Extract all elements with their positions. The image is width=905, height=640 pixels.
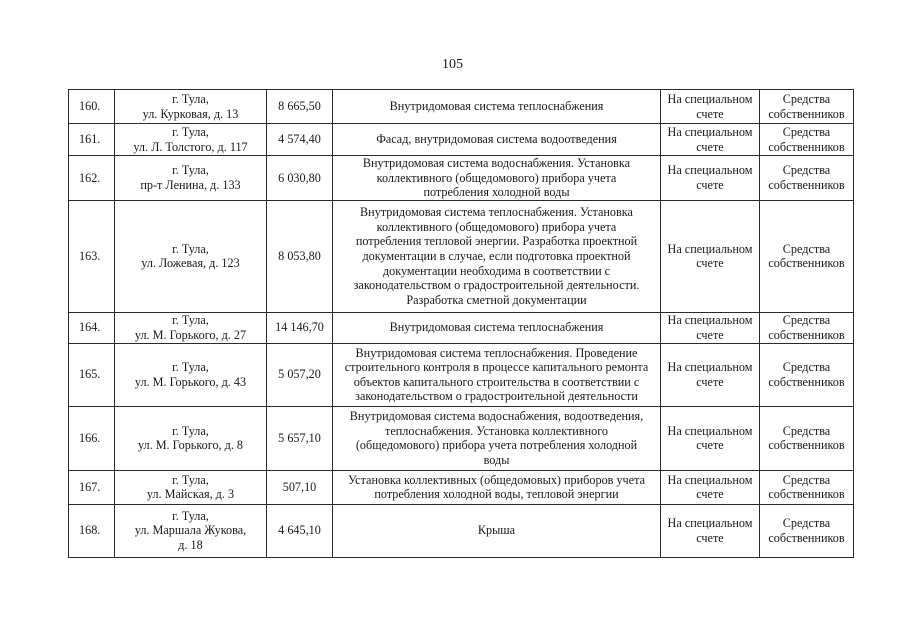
- row-number-cell: 160.: [69, 90, 115, 124]
- account-cell-line: На специальном: [667, 91, 753, 106]
- funding-source-cell-line: Средства: [782, 423, 831, 438]
- address-cell-line: г. Тула,: [172, 423, 209, 438]
- account-cell-line: На специальном: [667, 472, 753, 487]
- area-cell: 8 053,80: [267, 200, 333, 312]
- account-cell-line: счете: [696, 530, 724, 545]
- works-cell-line: объектов капитального строительства в соответствии с: [353, 374, 640, 389]
- funding-source-cell: [760, 156, 854, 201]
- works-cell: [333, 312, 661, 343]
- table-row: [69, 200, 854, 312]
- funding-source-cell: [760, 312, 854, 343]
- area-cell: 14 146,70: [267, 312, 333, 343]
- address-cell: [115, 200, 267, 312]
- address-cell: [115, 90, 267, 124]
- funding-source-cell-line: собственников: [768, 256, 845, 271]
- area-cell: 5 057,20: [267, 343, 333, 406]
- account-cell-line: На специальном: [667, 423, 753, 438]
- works-cell: [333, 504, 661, 557]
- row-number-cell: 165.: [69, 343, 115, 406]
- funding-source-cell-line: Средства: [782, 124, 831, 139]
- funding-source-cell: [760, 470, 854, 504]
- table-row: [69, 470, 854, 504]
- funding-source-cell: [760, 124, 854, 156]
- works-cell-line: документации в случае, если подготовка проектной: [362, 248, 631, 263]
- area-cell: 4 574,40: [267, 124, 333, 156]
- account-cell: [661, 312, 760, 343]
- table-row: [69, 504, 854, 557]
- funding-source-cell-line: собственников: [768, 327, 845, 342]
- account-cell-line: На специальном: [667, 360, 753, 375]
- row-number-cell: 166.: [69, 406, 115, 470]
- address-cell-line: ул. М. Горького, д. 43: [134, 374, 247, 389]
- funding-source-cell-line: Средства: [782, 163, 831, 178]
- address-cell: [115, 406, 267, 470]
- address-cell-line: ул. М. Горького, д. 27: [134, 327, 247, 342]
- funding-source-cell-line: Средства: [782, 313, 831, 328]
- account-cell: [661, 156, 760, 201]
- account-cell: [661, 504, 760, 557]
- works-cell-line: воды: [483, 452, 510, 467]
- works-cell-line: законодательством о градостроительной деятельности.: [353, 278, 640, 293]
- address-cell-line: г. Тула,: [172, 360, 209, 375]
- address-cell-line: г. Тула,: [172, 91, 209, 106]
- works-cell-line: потребления холодной воды: [423, 185, 570, 200]
- account-cell-line: На специальном: [667, 241, 753, 256]
- address-cell: [115, 470, 267, 504]
- works-cell-line: потребления холодной воды, тепловой энергии: [374, 487, 619, 502]
- funding-source-cell: [760, 90, 854, 124]
- works-cell-line: Внутридомовая система теплоснабжения. Проведение: [355, 345, 638, 360]
- area-cell: 4 645,10: [267, 504, 333, 557]
- funding-source-cell-line: Средства: [782, 360, 831, 375]
- works-cell: [333, 470, 661, 504]
- address-cell-line: г. Тула,: [172, 472, 209, 487]
- account-cell-line: счете: [696, 327, 724, 342]
- row-number-cell: 167.: [69, 470, 115, 504]
- account-cell-line: счете: [696, 487, 724, 502]
- works-cell-line: коллективного (общедомового) прибора учета: [376, 219, 617, 234]
- works-cell-line: Внутридомовая система водоснабжения. Установка: [362, 156, 631, 170]
- address-cell-line: г. Тула,: [172, 124, 209, 139]
- account-cell-line: счете: [696, 256, 724, 271]
- address-cell-line: г. Тула,: [172, 508, 209, 523]
- row-number-cell: 168.: [69, 504, 115, 557]
- address-cell-line: ул. Маршала Жукова,: [134, 523, 247, 538]
- table-row: [69, 343, 854, 406]
- address-cell: [115, 312, 267, 343]
- funding-source-cell: [760, 200, 854, 312]
- funding-source-cell-line: собственников: [768, 374, 845, 389]
- area-cell: 5 657,10: [267, 406, 333, 470]
- address-cell-line: г. Тула,: [172, 163, 209, 178]
- funding-source-cell-line: Средства: [782, 91, 831, 106]
- works-cell-line: Разработка сметной документации: [406, 292, 587, 307]
- works-cell-line: Внутридомовая система водоснабжения, водоотведения,: [349, 409, 644, 424]
- works-cell-line: законодательством о градостроительной деятельности: [355, 389, 638, 404]
- account-cell-line: счете: [696, 374, 724, 389]
- account-cell: [661, 200, 760, 312]
- funding-source-cell-line: собственников: [768, 106, 845, 121]
- funding-source-cell-line: собственников: [768, 530, 845, 545]
- funding-source-cell-line: собственников: [768, 139, 845, 154]
- account-cell-line: На специальном: [667, 516, 753, 531]
- account-cell: [661, 343, 760, 406]
- works-cell-line: потребления тепловой энергии. Разработка проектной: [355, 234, 638, 249]
- account-cell-line: счете: [696, 106, 724, 121]
- address-cell-line: ул. Ложевая, д. 123: [141, 256, 240, 271]
- account-cell: [661, 90, 760, 124]
- address-cell-line: ул. Майская, д. 3: [146, 487, 235, 502]
- works-cell: [333, 90, 661, 124]
- works-cell-line: Установка коллективных (общедомовых) приборов учета: [348, 472, 645, 487]
- works-cell: [333, 406, 661, 470]
- row-number-cell: 161.: [69, 124, 115, 156]
- address-cell-line: пр-т Ленина, д. 133: [140, 177, 241, 192]
- works-cell-line: (общедомового) прибора учета потребления холодной: [355, 438, 638, 453]
- table-row: [69, 406, 854, 470]
- account-cell-line: счете: [696, 177, 724, 192]
- account-cell: [661, 406, 760, 470]
- table-row: [69, 90, 854, 124]
- works-cell-line: строительного контроля в процессе капитального ремонта: [344, 360, 649, 375]
- address-cell: [115, 343, 267, 406]
- table-row: [69, 124, 854, 156]
- account-cell-line: На специальном: [667, 163, 753, 178]
- address-cell: [115, 504, 267, 557]
- address-cell-line: г. Тула,: [172, 313, 209, 328]
- address-cell: [115, 124, 267, 156]
- page-number: 105: [442, 57, 463, 72]
- works-cell-line: Внутридомовая система теплоснабжения. Установка: [360, 205, 633, 220]
- account-cell-line: На специальном: [667, 124, 753, 139]
- row-number-cell: 163.: [69, 200, 115, 312]
- funding-source-cell: [760, 406, 854, 470]
- account-cell: [661, 470, 760, 504]
- works-cell: [333, 343, 661, 406]
- works-cell-line: Фасад, внутридомовая система водоотведения: [376, 132, 617, 147]
- works-cell: [333, 200, 661, 312]
- works-cell: [333, 124, 661, 156]
- works-cell-line: Внутридомовая система теплоснабжения: [389, 320, 604, 335]
- funding-source-cell-line: Средства: [782, 472, 831, 487]
- account-cell-line: счете: [696, 139, 724, 154]
- funding-source-cell-line: собственников: [768, 438, 845, 453]
- funding-source-cell: [760, 343, 854, 406]
- address-cell-line: ул. Л. Толстого, д. 117: [133, 139, 248, 154]
- address-cell: [115, 156, 267, 201]
- works-cell-line: Крыша: [477, 523, 516, 538]
- capital-repair-table: [68, 89, 854, 558]
- address-cell-line: д. 18: [178, 538, 203, 553]
- area-cell: 8 665,50: [267, 90, 333, 124]
- works-cell-line: документации необходима в соответствии с: [382, 263, 611, 278]
- table-row: [69, 312, 854, 343]
- address-cell-line: ул. М. Горького, д. 8: [137, 438, 244, 453]
- funding-source-cell-line: собственников: [768, 177, 845, 192]
- works-cell-line: теплоснабжения. Установка коллективного: [385, 423, 608, 438]
- funding-source-cell-line: собственников: [768, 487, 845, 502]
- address-cell-line: ул. Курковая, д. 13: [142, 106, 239, 121]
- account-cell-line: На специальном: [667, 313, 753, 328]
- address-cell-line: г. Тула,: [172, 241, 209, 256]
- funding-source-cell-line: Средства: [782, 241, 831, 256]
- row-number-cell: 164.: [69, 312, 115, 343]
- works-cell-line: коллективного (общедомового) прибора учета: [376, 170, 617, 185]
- row-number-cell: 162.: [69, 156, 115, 201]
- works-cell-line: Внутридомовая система теплоснабжения: [389, 99, 604, 114]
- funding-source-cell-line: Средства: [782, 516, 831, 531]
- table-row: [69, 156, 854, 201]
- account-cell-line: счете: [696, 438, 724, 453]
- account-cell: [661, 124, 760, 156]
- funding-source-cell: [760, 504, 854, 557]
- area-cell: 507,10: [267, 470, 333, 504]
- area-cell: 6 030,80: [267, 156, 333, 201]
- works-cell: [333, 156, 661, 201]
